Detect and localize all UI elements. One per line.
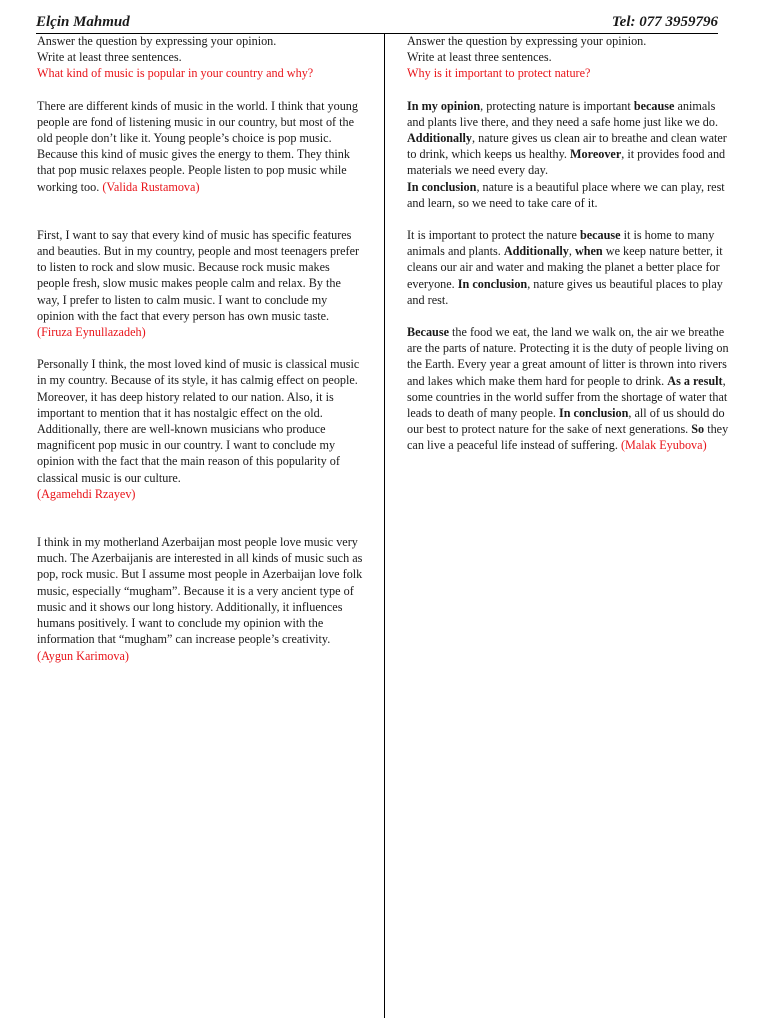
right-column xyxy=(407,33,729,454)
left-column xyxy=(37,33,363,664)
phone-number: Tel: 077 3959796 xyxy=(611,14,718,30)
answer-author: Firuza Eynullazadeh xyxy=(41,325,142,340)
answer-paragraph: There are different kinds of music in the world. I think that young people are fond of listening music in our country, but most of the old people don’t like it. Young people’s choice is pop music. Because this kind of music gives the energy to them. They think that pop music relaxes people. People listen to pop music while working too. (Valida Rustamova) xyxy=(37,98,358,194)
page-header xyxy=(36,14,718,34)
instruction-line: Answer the question by expressing your opinion. xyxy=(407,34,647,48)
answer-paragraph: In my opinion, protecting nature is important because animals and plants live there, and they need a safe home just like we do. Additionally, nature gives us clean air to breathe and clean water to drink, which keeps us healthy. Moreover, it provides food and materials we need every day. In conclusion, nature is a beautiful place where we can play, rest and learn, so we need to take care of it. xyxy=(407,98,727,210)
instruction-line: Write at least three sentences. xyxy=(407,50,552,65)
answer-paragraph: I think in my motherland Azerbaijan most people love music very much. The Azerbaijanis are interested in all kinds of music such as pop, rock music. But I assume most people in Azerbaijan love folk music, especially “mugham”. Because it is a very ancient type of music and it shows our long history. Additionally, it influences humans positively. I want to conclude my opinion with the information that “mugham” can increase people’s creativity. (Aygun Karimova) xyxy=(37,535,363,663)
question-music: What kind of music is popular in your country and why? xyxy=(37,66,314,81)
answer-paragraph: It is important to protect the nature because it is home to many animals and plants. Additionally, when we keep nature better, it cleans our air and water and making the planet a better place for everyone. In conclusion, nature gives us beautiful places to play and rest. xyxy=(407,228,723,307)
answer-author: Malak Eyubova xyxy=(625,438,703,453)
answer-paragraph: Because the food we eat, the land we walk on, the air we breathe are the parts of nature. Protecting it is the duty of people living on the Earth. Every year a great amount of litter is thrown into rivers and lakes which make them hard for people to drink. As a result, some countries in the world suffer from the shortage of water that leads to death of many people. In conclusion, all of us should do our best to protect nature for the sake of next generations. So they can live a peaceful life instead of suffering. (Malak Eyubova) xyxy=(407,325,729,453)
question-nature: Why is it important to protect nature? xyxy=(407,66,591,81)
answer-author: Aygun Karimova xyxy=(41,648,125,663)
author-name: Elçin Mahmud xyxy=(36,14,130,30)
instruction-line: Write at least three sentences. xyxy=(37,50,182,65)
answer-paragraph: Personally I think, the most loved kind of music is classical music in my country. Because of its style, it has calmig effect on people. Moreover, it has deep history related to our nation. Also, it is important to mention that it has nostalgic effect on the old. Additionally, there are well-known musicians who produce magnificent pop music in our country. I want to conclude my opinion with the fact that the main reason of this popularity of classical music is our culture. (Agamehdi Rzayev) xyxy=(37,357,360,501)
instruction-line: Answer the question by expressing your opinion. xyxy=(37,34,277,48)
answer-author: Agamehdi Rzayev xyxy=(41,486,132,501)
answer-paragraph: First, I want to say that every kind of music has specific features and beauties. But in my country, people and most teenagers prefer to listen to rock and slow music. Because rock music makes people fresh, slow music makes people calm and relax. By the way, I prefer to listen to calm music. I want to conclude my opinion with the fact that every person has own music taste. (Firuza Eynullazadeh) xyxy=(37,227,360,340)
column-divider xyxy=(384,33,385,1018)
answer-author: Valida Rustamova xyxy=(106,179,196,194)
